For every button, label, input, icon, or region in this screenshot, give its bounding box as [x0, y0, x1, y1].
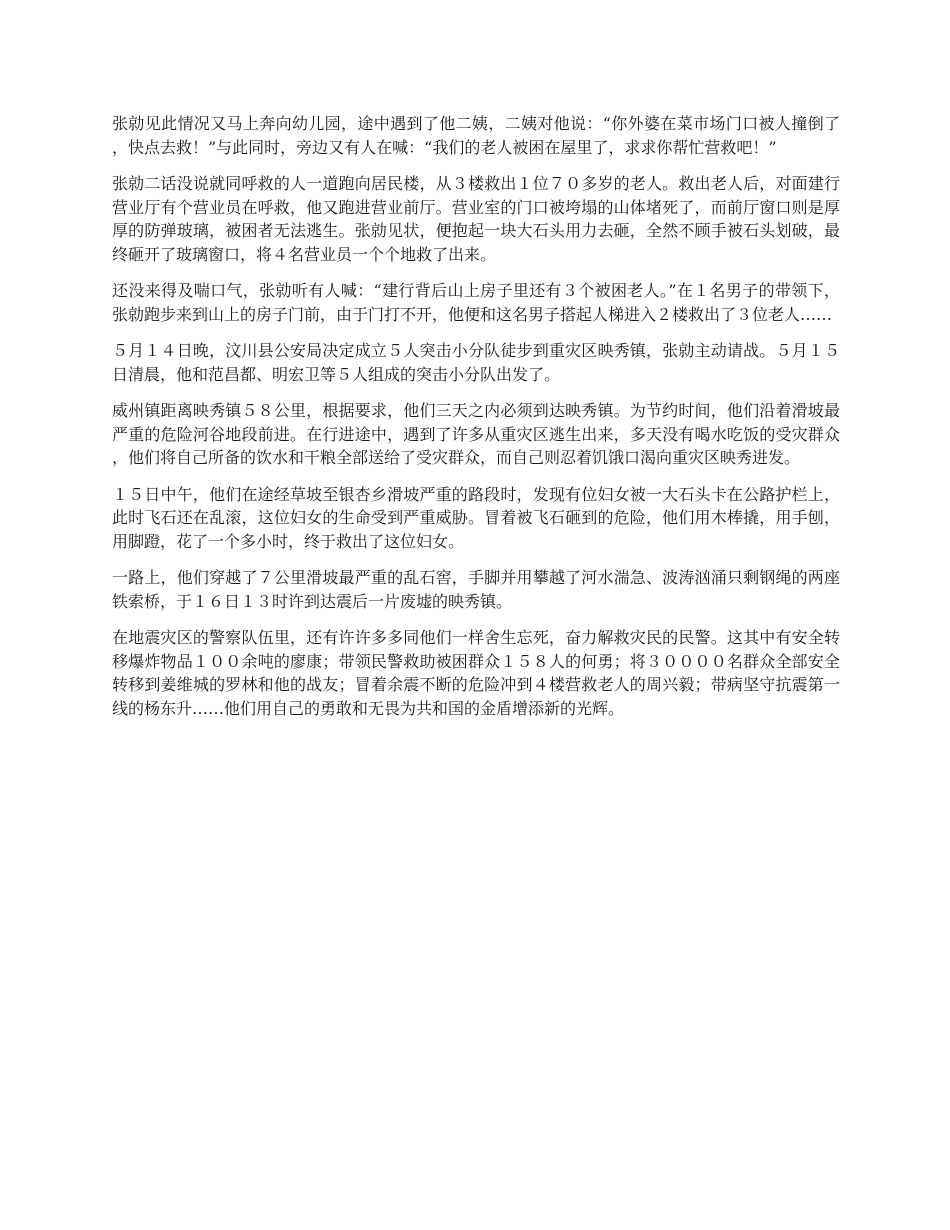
- paragraph-6: １５日中午，他们在途经草坡至银杏乡滑坡严重的路段时，发现有位妇女被一大石头卡在公路护栏上，此时飞石还在乱滚，这位妇女的生命受到严重威胁。冒着被飞石砸到的危险，他们用木棒撬，用手刨，用脚蹬，花了一个多小时，终于救出了这位妇女。: [112, 484, 840, 551]
- paragraph-1: 张勍见此情况又马上奔向幼儿园，途中遇到了他二姨，二姨对他说：“你外婆在菜市场门口被人撞倒了，快点去救！”与此同时，旁边又有人在喊：“我们的老人被困在屋里了，求求你帮忙营救吧！”: [112, 114, 840, 157]
- paragraph-7: 一路上，他们穿越了７公里滑坡最严重的乱石窖，手脚并用攀越了河水湍急、波涛汹涌只剩钢绳的两座铁索桥，于１６日１３时许到达震后一片废墟的映秀镇。: [112, 568, 840, 611]
- paragraph-4: ５月１４日晚，汶川县公安局决定成立５人突击小分队徒步到重灾区映秀镇，张勍主动请战。５月１５日清晨，他和范昌都、明宏卫等５人组成的突击小分队出发了。: [112, 341, 840, 384]
- paragraph-3: 还没来得及喘口气，张勍听有人喊：“建行背后山上房子里还有３个被困老人。”在１名男子的带领下，张勍跑步来到山上的房子门前，由于门打不开，他便和这名男子搭起人梯进入２楼救出了３位老人……: [112, 281, 840, 324]
- paragraph-2: 张勍二话没说就同呼救的人一道跑向居民楼，从３楼救出１位７０多岁的老人。救出老人后，对面建行营业厅有个营业员在呼救，他又跑进营业前厅。营业室的门口被垮塌的山体堵死了，而前厅窗口则是厚厚的防弹玻璃，被困者无法逃生。张勍见状，便抱起一块大石头用力去砸，全然不顾手被石头划破，最终砸开了玻璃窗口，将４名营业员一个个地救了出来。: [112, 174, 840, 264]
- paragraph-8: 在地震灾区的警察队伍里，还有许许多多同他们一样舍生忘死，奋力解救灾民的民警。这其中有安全转移爆炸物品１００余吨的廖康；带领民警救助被困群众１５８人的何勇；将３００００名群众全部安全转移到姜维城的罗林和他的战友；冒着余震不断的危险冲到４楼营救老人的周兴毅；带病坚守抗震第一线的杨东升……他们用自己的勇敢和无畏为共和国的金盾增添新的光辉。: [112, 628, 840, 718]
- document-page: [112, 112, 840, 733]
- paragraph-5: 威州镇距离映秀镇５８公里，根据要求，他们三天之内必须到达映秀镇。为节约时间，他们沿着滑坡最严重的危险河谷地段前进。在行进途中，遇到了许多从重灾区逃生出来，多天没有喝水吃饭的受灾群众，他们将自己所备的饮水和干粮全部送给了受灾群众，而自己则忍着饥饿口渴向重灾区映秀进发。: [112, 401, 840, 467]
